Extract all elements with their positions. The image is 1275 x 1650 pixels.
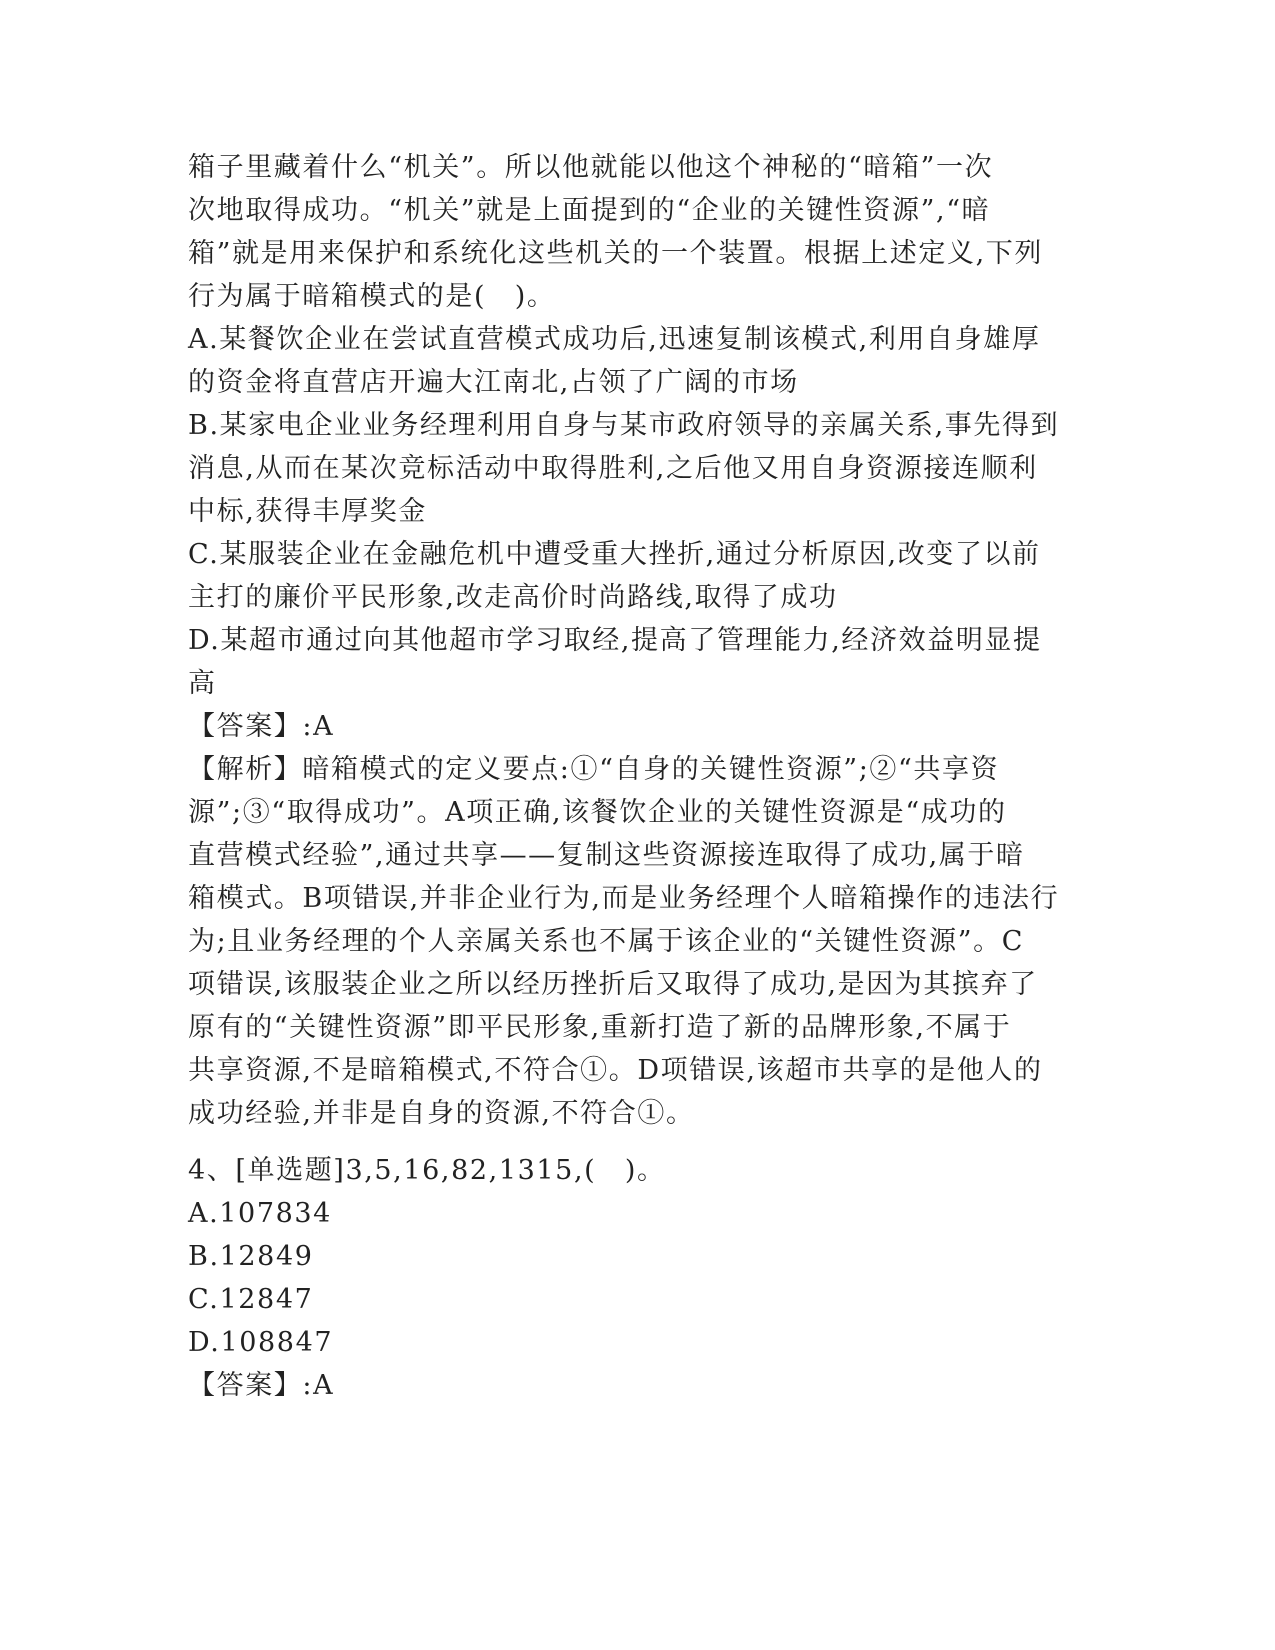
text-line: 项错误,该服装企业之所以经历挫折后又取得了成功,是因为其摈弃了 [188,969,1038,1000]
question-4-stem: 4、[单选题]3,5,16,82,1315,( )。 [188,1155,666,1186]
text-line: 直营模式经验”,通过共享——复制这些资源接连取得了成功,属于暗 [188,840,1025,871]
option-item: C.12847 [188,1284,314,1315]
text-line: 原有的“关键性资源”即平民形象,重新打造了新的品牌形象,不属于 [188,1012,1012,1043]
question-3-option-d [188,619,1088,705]
text-line: 次地取得成功。“机关”就是上面提到的“企业的关键性资源”,“暗 [188,195,991,226]
question-3-option-a [188,318,1088,404]
option-item: D.108847 [188,1327,334,1358]
text-line: 行为属于暗箱模式的是( )。 [188,281,556,312]
question-3-stem [188,146,1088,318]
section-gap [188,1135,1088,1149]
text-line: 源”;③“取得成功”。A项正确,该餐饮企业的关键性资源是“成功的 [188,797,1007,828]
text-line: 成功经验,并非是自身的资源,不符合①。 [188,1098,695,1129]
text-line: 中标,获得丰厚奖金 [188,496,427,527]
text-line: 的资金将直营店开遍大江南北,占领了广阔的市场 [188,367,799,398]
text-line: 为;且业务经理的个人亲属关系也不属于该企业的“关键性资源”。C [188,926,1024,957]
question-3-analysis [188,748,1088,1135]
option-item: A.107834 [188,1198,332,1229]
text-line: 箱子里藏着什么“机关”。所以他就能以他这个神秘的“暗箱”一次 [188,152,994,183]
text-line: 箱”就是用来保护和系统化这些机关的一个装置。根据上述定义,下列 [188,238,1043,269]
text-line: D.某超市通过向其他超市学习取经,提高了管理能力,经济效益明显提 [188,625,1042,656]
text-line: 共享资源,不是暗箱模式,不符合①。D项错误,该超市共享的是他人的 [188,1055,1043,1086]
question-3-option-b [188,404,1088,533]
question-4-options [188,1192,1088,1364]
question-4-answer: 【答案】:A [188,1370,335,1401]
question-3-option-c [188,533,1088,619]
text-line: 主打的廉价平民形象,改走高价时尚路线,取得了成功 [188,582,838,613]
text-line: 高 [188,668,217,699]
text-line: 消息,从而在某次竞标活动中取得胜利,之后他又用自身资源接连顺利 [188,453,1038,484]
document-page [188,146,1088,1407]
text-line: 箱模式。B项错误,并非企业行为,而是业务经理个人暗箱操作的违法行 [188,883,1060,914]
option-item: B.12849 [188,1241,314,1272]
text-line: B.某家电企业业务经理利用自身与某市政府领导的亲属关系,事先得到 [188,410,1060,441]
text-line: C.某服装企业在金融危机中遭受重大挫折,通过分析原因,改变了以前 [188,539,1041,570]
text-line: 【解析】暗箱模式的定义要点:①“自身的关键性资源”;②“共享资 [188,754,1000,785]
text-line: A.某餐饮企业在尝试直营模式成功后,迅速复制该模式,利用自身雄厚 [188,324,1041,355]
question-3-answer: 【答案】:A [188,711,335,742]
